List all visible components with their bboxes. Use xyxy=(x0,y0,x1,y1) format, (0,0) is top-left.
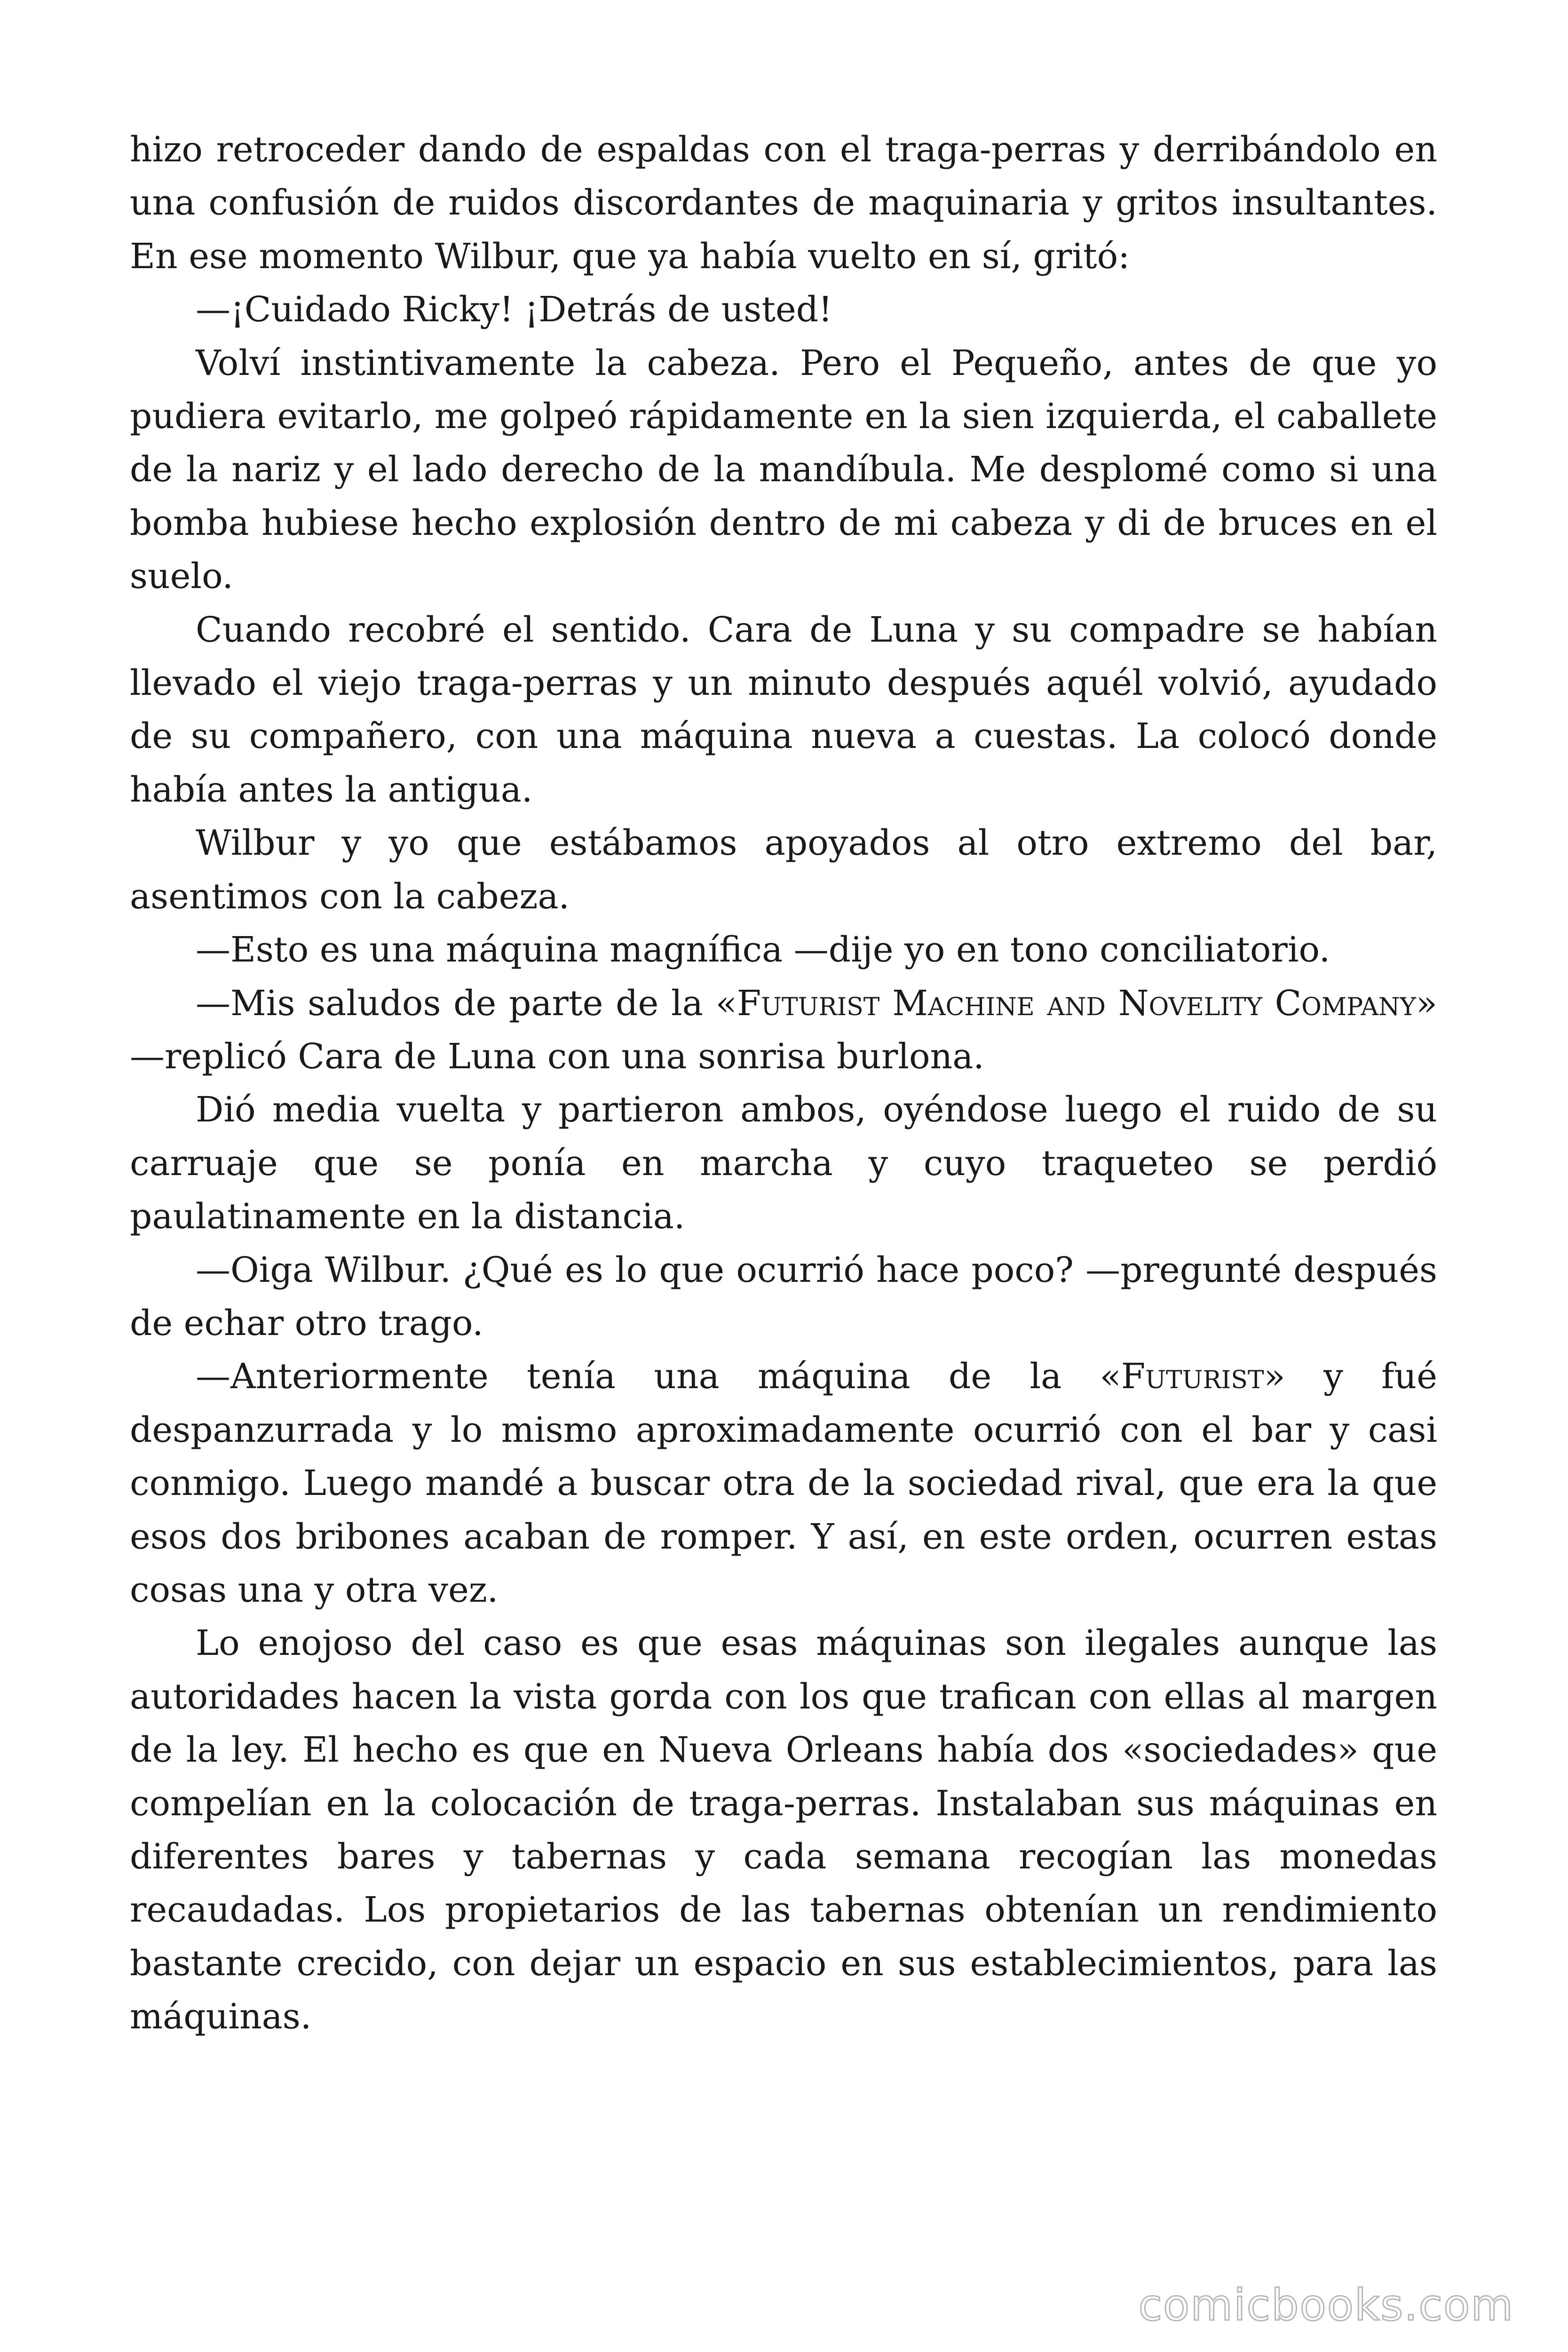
body-text xyxy=(130,123,1437,2044)
text-run: » —replicó Cara de Luna con una sonrisa burlona. xyxy=(130,983,1437,1077)
text-run: Cuando recobré el sentido. Cara de Luna y su compadre se habían llevado el viejo traga-perras y un minuto después aquél volvió, ayudado de su compañero, con una máquina nueva a cuestas. La colocó donde había antes la antigua. xyxy=(130,609,1437,810)
small-caps-text: Futurist xyxy=(1121,1356,1264,1397)
text-run: hizo retroceder dando de espaldas con el traga-perras y derribándolo en una confusión de ruidos discordantes de maquinaria y gritos insultantes. En ese momento Wilbur, que ya había vuelto en sí, gritó: xyxy=(130,129,1437,277)
text-run: Lo enojoso del caso es que esas máquinas son ilegales aunque las autoridades hacen la vista gorda con los que trafican con ellas al margen de la ley. El hecho es que en Nueva Orleans había dos «sociedades» que compelían en la colocación de traga-perras. Instalaban sus máquinas en diferentes bares y tabernas y cada semana recogían las monedas recaudadas. Los propietarios de las tabernas obtenían un rendimiento bastante crecido, con dejar un espacio en sus establecimientos, para las máquinas. xyxy=(130,1623,1437,2037)
text-run: —Esto es una máquina magnífica —dije yo en tono conciliatorio. xyxy=(196,930,1330,970)
text-run: —Anteriormente tenía una máquina de la « xyxy=(196,1356,1121,1397)
text-run: » y fué despanzurrada y lo mismo aproximadamente ocurrió con el bar y casi conmigo. Luego mandé a buscar otra de la sociedad rival, que era la que esos dos bribones acaban de romper. Y así, en este orden, ocurren estas cosas una y otra vez. xyxy=(130,1356,1437,1610)
paragraph xyxy=(130,283,1437,336)
paragraph xyxy=(130,1244,1437,1351)
text-run: —Mis saludos de parte de la « xyxy=(196,983,737,1024)
watermark: comicbooks.com xyxy=(1138,2280,1514,2330)
paragraph xyxy=(130,1083,1437,1243)
paragraph xyxy=(130,1617,1437,2043)
paragraph xyxy=(130,123,1437,283)
text-run: —Oiga Wilbur. ¿Qué es lo que ocurrió hace poco? —pregunté después de echar otro trago. xyxy=(130,1249,1437,1343)
paragraph xyxy=(130,977,1437,1084)
paragraph xyxy=(130,1350,1437,1617)
paragraph xyxy=(130,817,1437,923)
paragraph xyxy=(130,337,1437,604)
text-run: Dió media vuelta y partieron ambos, oyéndose luego el ruido de su carruaje que se ponía en marcha y cuyo traqueteo se perdió paulatinamente en la distancia. xyxy=(130,1089,1437,1237)
paragraph xyxy=(130,604,1437,817)
paragraph xyxy=(130,923,1437,977)
small-caps-text: Futurist Machine and Novelity Company xyxy=(736,983,1416,1024)
text-run: Volví instintivamente la cabeza. Pero el Pequeño, antes de que yo pudiera evitarlo, me golpeó rápidamente en la sien izquierda, el caballete de la nariz y el lado derecho de la mandíbula. Me desplomé como si una bomba hubiese hecho explosión dentro de mi cabeza y di de bruces en el suelo. xyxy=(130,342,1437,597)
text-run: —¡Cuidado Ricky! ¡Detrás de usted! xyxy=(196,289,832,330)
text-run: Wilbur y yo que estábamos apoyados al otro extremo del bar, asentimos con la cabeza. xyxy=(130,823,1437,917)
